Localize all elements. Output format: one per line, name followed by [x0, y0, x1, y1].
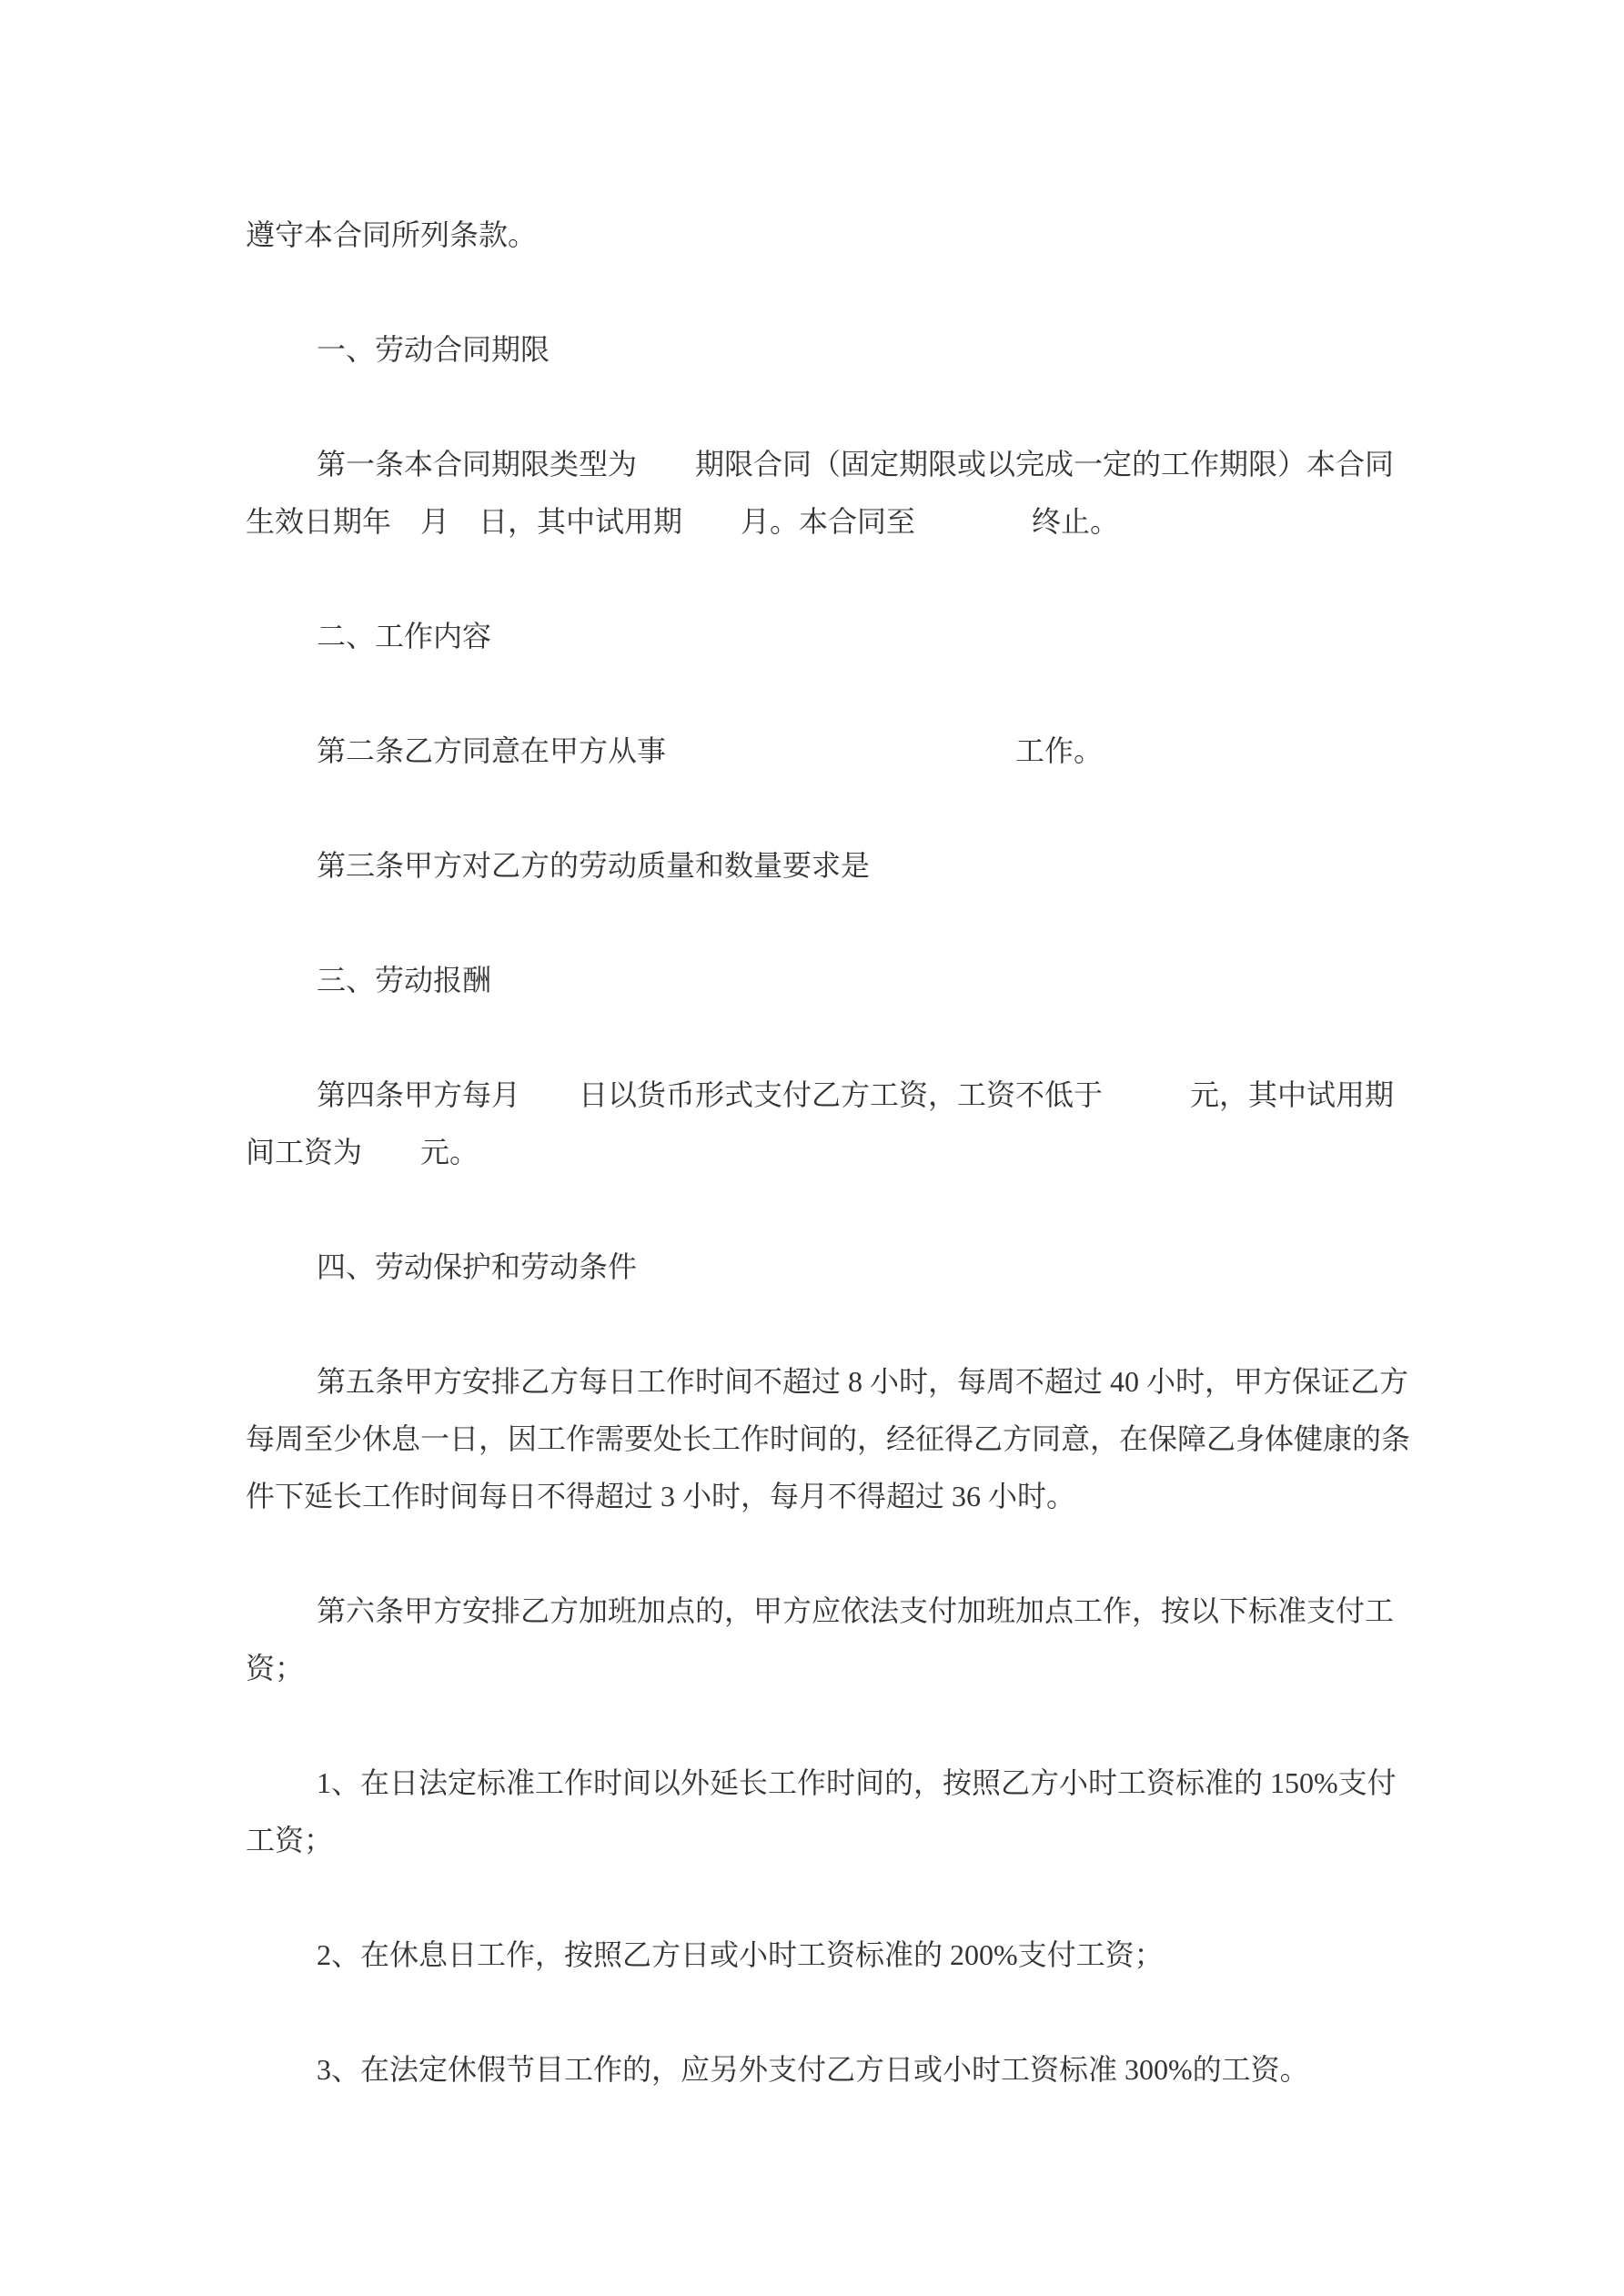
- text-line: 每周至少休息一日，因工作需要处长工作时间的，经征得乙方同意，在保障乙身体健康的条: [246, 1422, 1411, 1455]
- clause-2: [246, 723, 1410, 780]
- clause-6: [246, 1583, 1410, 1697]
- section-heading-2: [246, 608, 1410, 665]
- paragraph-continuation: [246, 207, 1410, 264]
- section-heading-3: [246, 952, 1410, 1009]
- clause-4: [246, 1067, 1410, 1181]
- clause-3: [246, 837, 1410, 895]
- document-body-text: [246, 207, 1410, 2099]
- list-item-3: [246, 2041, 1410, 2099]
- text-line: 第四条甲方每月 日以货币形式支付乙方工资，工资不低于 元，其中试用期: [317, 1078, 1395, 1111]
- text-line: 第六条甲方安排乙方加班加点的，甲方应依法支付加班加点工作，按以下标准支付工: [317, 1594, 1395, 1627]
- text-line: 资；: [246, 1652, 305, 1684]
- text-line: 三、劳动报酬: [317, 964, 492, 996]
- text-line: 二、工作内容: [317, 620, 492, 652]
- clause-5: [246, 1353, 1410, 1525]
- text-line: 工资；: [246, 1824, 334, 1856]
- section-heading-1: [246, 321, 1410, 379]
- text-line: 1、在日法定标准工作时间以外延长工作时间的，按照乙方小时工资标准的 150%支付: [317, 1766, 1397, 1799]
- text-line: 间工资为 元。: [246, 1136, 479, 1168]
- text-line: 生效日期年 月 日，其中试用期 月。本合同至 终止。: [246, 505, 1120, 538]
- text-line: 件下延长工作时间每日不得超过 3 小时，每月不得超过 36 小时。: [246, 1480, 1076, 1512]
- text-line: 第三条甲方对乙方的劳动质量和数量要求是: [317, 849, 871, 882]
- text-line: 2、在休息日工作，按照乙方日或小时工资标准的 200%支付工资；: [317, 1938, 1164, 1971]
- section-heading-4: [246, 1239, 1410, 1296]
- list-item-1: [246, 1755, 1410, 1869]
- clause-1: [246, 436, 1410, 551]
- text-line: 第二条乙方同意在甲方从事 工作。: [317, 734, 1104, 767]
- text-line: 一、劳动合同期限: [317, 333, 550, 366]
- text-line: 遵守本合同所列条款。: [246, 218, 538, 251]
- text-line: 第一条本合同期限类型为 期限合同（固定期限或以完成一定的工作期限）本合同: [317, 448, 1395, 480]
- text-line: 第五条甲方安排乙方每日工作时间不超过 8 小时，每周不超过 40 小时，甲方保证乙方: [317, 1365, 1409, 1398]
- list-item-2: [246, 1927, 1410, 1984]
- text-line: 四、劳动保护和劳动条件: [317, 1250, 638, 1283]
- text-line: 3、在法定休假节目工作的，应另外支付乙方日或小时工资标准 300%的工资。: [317, 2053, 1309, 2086]
